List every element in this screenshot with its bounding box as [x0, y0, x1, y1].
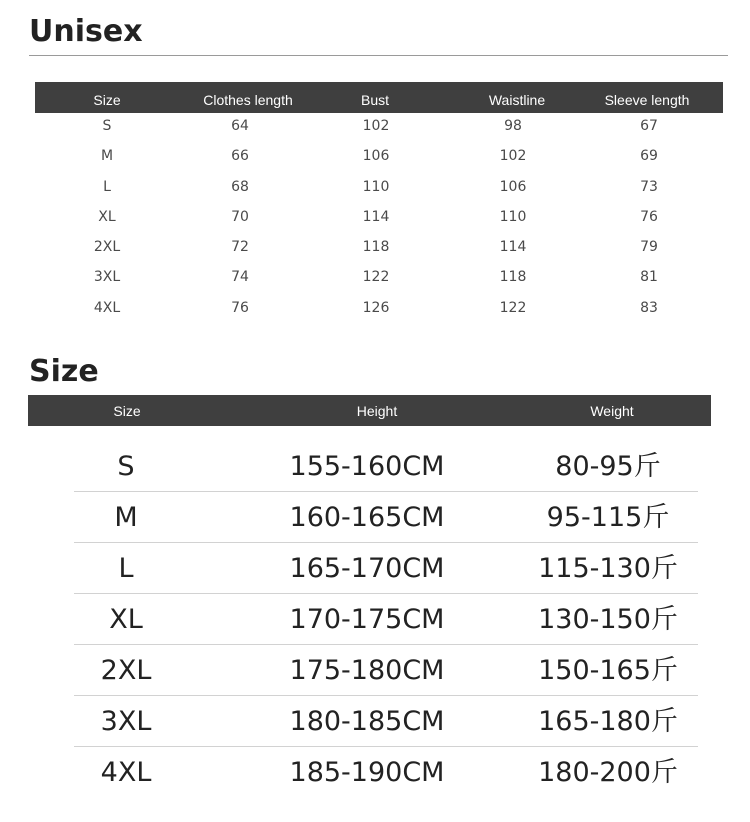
table-row — [74, 644, 698, 695]
cell-size: L — [103, 178, 111, 195]
column-header-size: Size — [93, 92, 121, 108]
cell-waistline: 122 — [499, 299, 527, 316]
cell-bust: 106 — [362, 148, 390, 165]
table-row — [74, 746, 698, 797]
cell-height: 180-185CM — [289, 706, 445, 737]
cell-waistline: 114 — [499, 239, 527, 256]
cell-size: M — [114, 502, 138, 533]
table-row — [35, 143, 723, 173]
size-guide-table-header — [28, 395, 711, 426]
table-row — [35, 264, 723, 294]
cell-weight: 130-150斤 — [538, 604, 678, 635]
cell-height: 155-160CM — [289, 451, 445, 482]
cell-sleeve-length: 69 — [640, 148, 658, 165]
cell-sleeve-length: 73 — [640, 178, 658, 195]
column-header-weight: Weight — [590, 403, 634, 419]
cell-sleeve-length: 81 — [640, 269, 658, 286]
cell-clothes-length: 70 — [231, 208, 249, 225]
cell-weight: 80-95斤 — [555, 451, 661, 482]
column-header-bust: Bust — [360, 92, 390, 108]
table-row — [35, 174, 723, 204]
cell-size: XL — [98, 208, 116, 225]
cell-sleeve-length: 67 — [640, 118, 658, 134]
title-divider — [29, 55, 728, 56]
cell-size: L — [118, 553, 134, 584]
table-row — [35, 113, 723, 143]
cell-bust: 102 — [362, 118, 390, 134]
table-row — [35, 295, 723, 325]
cell-size: 4XL — [100, 757, 152, 788]
cell-clothes-length: 72 — [231, 239, 249, 256]
measurements-table-header — [35, 82, 723, 113]
measurements-table — [35, 113, 723, 325]
cell-waistline: 110 — [499, 208, 527, 225]
cell-weight: 115-130斤 — [538, 553, 678, 584]
table-row — [74, 695, 698, 746]
size-guide-table — [0, 441, 750, 797]
table-row — [35, 234, 723, 264]
cell-waistline: 118 — [499, 269, 527, 286]
cell-size: XL — [109, 604, 143, 635]
cell-waistline: 106 — [499, 178, 527, 195]
table-row — [0, 441, 750, 491]
cell-bust: 110 — [362, 178, 390, 195]
cell-sleeve-length: 76 — [640, 208, 658, 225]
column-header-waistline: Waistline — [488, 92, 546, 108]
size-title: Size — [29, 354, 99, 389]
cell-size: 2XL — [100, 655, 152, 686]
cell-size: 3XL — [93, 269, 121, 286]
column-header-size: Size — [113, 403, 141, 419]
cell-clothes-length: 74 — [231, 269, 249, 286]
column-header-clothes-length: Clothes length — [203, 92, 293, 108]
cell-bust: 122 — [362, 269, 390, 286]
cell-waistline: 98 — [504, 118, 522, 134]
cell-bust: 118 — [362, 239, 390, 256]
column-header-sleeve-length: Sleeve length — [604, 92, 690, 108]
cell-sleeve-length: 79 — [640, 239, 658, 256]
cell-weight: 95-115斤 — [546, 502, 670, 533]
cell-sleeve-length: 83 — [640, 299, 658, 316]
cell-size: 2XL — [93, 239, 121, 256]
cell-bust: 126 — [362, 299, 390, 316]
cell-size: S — [102, 118, 112, 134]
cell-size: 3XL — [100, 706, 152, 737]
column-header-height: Height — [356, 403, 398, 419]
cell-weight: 150-165斤 — [538, 655, 678, 686]
cell-size: 4XL — [93, 299, 121, 316]
cell-weight: 165-180斤 — [538, 706, 678, 737]
table-row — [74, 542, 698, 593]
cell-height: 175-180CM — [289, 655, 445, 686]
table-row — [35, 204, 723, 234]
cell-height: 170-175CM — [289, 604, 445, 635]
cell-clothes-length: 76 — [231, 299, 249, 316]
cell-height: 160-165CM — [289, 502, 445, 533]
cell-clothes-length: 66 — [231, 148, 249, 165]
cell-height: 185-190CM — [289, 757, 445, 788]
cell-clothes-length: 68 — [231, 178, 249, 195]
table-row — [74, 593, 698, 644]
cell-height: 165-170CM — [289, 553, 445, 584]
unisex-title: Unisex — [29, 14, 143, 49]
cell-size: M — [100, 148, 114, 165]
table-row — [74, 491, 698, 542]
cell-size: S — [117, 451, 135, 482]
cell-waistline: 102 — [499, 148, 527, 165]
cell-clothes-length: 64 — [231, 118, 249, 134]
cell-bust: 114 — [362, 208, 390, 225]
cell-weight: 180-200斤 — [538, 757, 678, 788]
